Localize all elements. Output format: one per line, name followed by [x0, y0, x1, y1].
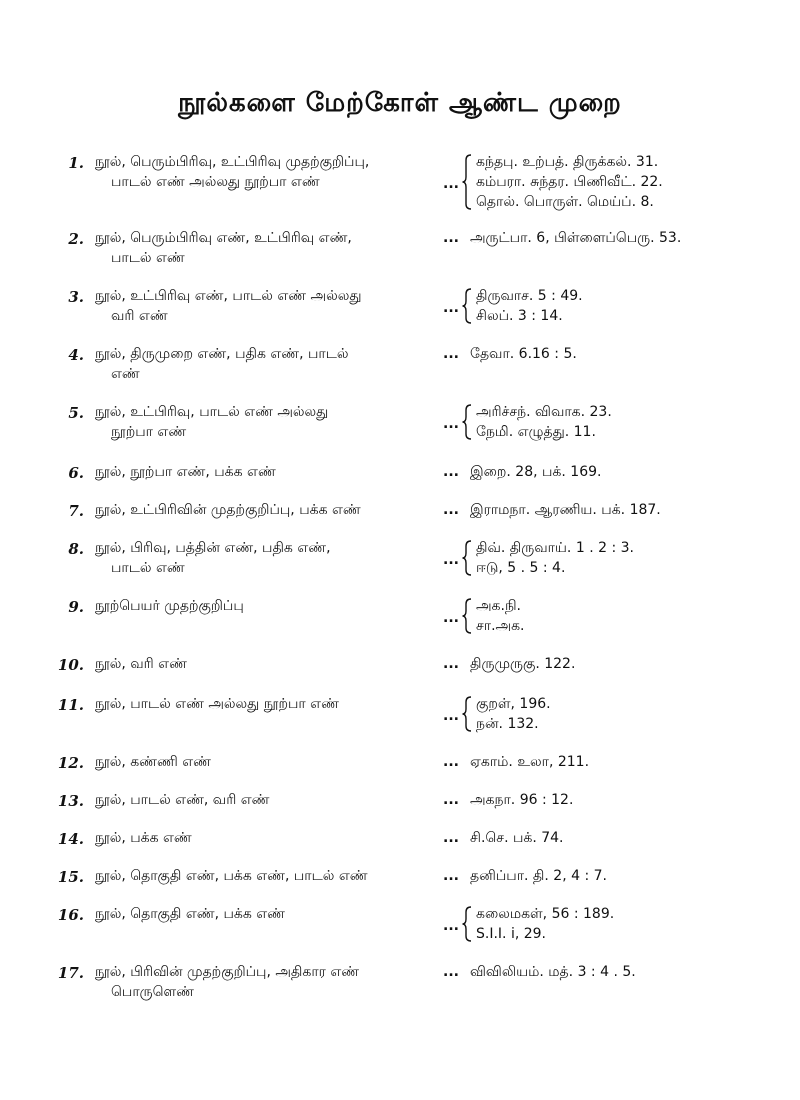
entry-number: 2.: [68, 230, 84, 248]
reference-line: சிலப். 3 : 14.: [476, 308, 563, 324]
leader-dots: ...: [443, 502, 459, 518]
entry-references: [476, 538, 776, 578]
entry-description: [95, 286, 435, 326]
entry-description: [95, 344, 435, 384]
entry-description: [95, 962, 435, 1002]
entry-references: [470, 344, 770, 364]
entry-references: [476, 694, 776, 734]
brace-icon: [462, 540, 472, 576]
description-line: நூல், பாடல் எண் அல்லது நூற்பா எண்: [95, 696, 339, 712]
reference-line: திருமுருகு. 122.: [470, 656, 576, 672]
description-line: நூல், பாடல் எண், வரி எண்: [95, 792, 270, 808]
description-line: நூற்பெயர் முதற்குறிப்பு: [95, 598, 244, 614]
reference-line: நேமி. எழுத்து. 11.: [476, 424, 596, 440]
brace-icon: [462, 696, 472, 732]
leader-dots: ...: [443, 300, 459, 316]
entry-description: [95, 596, 435, 616]
leader-dots: ...: [443, 230, 459, 246]
description-line: பொருளெண்: [111, 984, 194, 1000]
reference-line: தனிப்பா. தி. 2, 4 : 7.: [470, 868, 607, 884]
description-line: பாடல் எண்: [111, 560, 185, 576]
leader-dots: ...: [443, 346, 459, 362]
description-line: நூல், உட்பிரிவு, பாடல் எண் அல்லது: [95, 404, 329, 420]
entry-description: [95, 866, 435, 886]
leader-dots: ...: [443, 656, 459, 672]
description-line: நூல், தொகுதி எண், பக்க எண்: [95, 906, 285, 922]
reference-line: ஈடு, 5 . 5 : 4.: [476, 560, 566, 576]
entry-description: [95, 828, 435, 848]
entry-references: [470, 962, 770, 982]
entry-description: [95, 694, 435, 714]
entry-references: [470, 228, 770, 248]
reference-line: இராமநா. ஆரணிய. பக். 187.: [470, 502, 661, 518]
reference-line: அக.நி.: [476, 598, 522, 614]
reference-line: விவிலியம். மத். 3 : 4 . 5.: [470, 964, 636, 980]
brace-icon: [462, 404, 472, 440]
entry-description: [95, 654, 435, 674]
entry-references: [476, 596, 776, 636]
entry-description: [95, 152, 435, 192]
entry-description: [95, 228, 435, 268]
brace-icon: [462, 154, 472, 210]
reference-line: கம்பரா. சுந்தர. பிணிவீட். 22.: [476, 174, 663, 190]
entry-references: [470, 654, 770, 674]
entry-number: 4.: [68, 346, 84, 364]
description-line: பாடல் எண் அல்லது நூற்பா எண்: [111, 174, 320, 190]
reference-line: கந்தபு. உற்பத். திருக்கல். 31.: [476, 154, 659, 170]
leader-dots: ...: [443, 868, 459, 884]
reference-line: அருட்பா. 6, பிள்ளைப்பெரு. 53.: [470, 230, 682, 246]
entry-number: 10.: [57, 656, 84, 674]
reference-line: நன். 132.: [476, 716, 539, 732]
description-line: நூல், உட்பிரிவின் முதற்குறிப்பு, பக்க எண்: [95, 502, 361, 518]
reference-line: தொல். பொருள். மெய்ப். 8.: [476, 194, 654, 210]
entry-number: 7.: [68, 502, 84, 520]
description-line: நூல், பெரும்பிரிவு, உட்பிரிவு முதற்குறிப்பு,: [95, 154, 370, 170]
description-line: நூல், பிரிவு, பத்தின் எண், பதிக எண்,: [95, 540, 331, 556]
entry-references: [476, 152, 776, 212]
description-line: பாடல் எண்: [111, 250, 185, 266]
entry-references: [470, 790, 770, 810]
brace-icon: [462, 288, 472, 324]
entry-number: 17.: [57, 964, 84, 982]
leader-dots: ...: [443, 964, 459, 980]
description-line: நூல், கண்ணி எண்: [95, 754, 211, 770]
entry-number: 15.: [57, 868, 84, 886]
entry-number: 6.: [68, 464, 84, 482]
leader-dots: ...: [443, 708, 459, 724]
entry-number: 3.: [68, 288, 84, 306]
reference-line: அரிச்சந். விவாக. 23.: [476, 404, 612, 420]
brace-icon: [462, 906, 472, 942]
page-title: நூல்களை மேற்கோள் ஆண்ட முறை: [178, 88, 622, 118]
leader-dots: ...: [443, 176, 459, 192]
entry-references: [470, 462, 770, 482]
reference-line: சி.செ. பக். 74.: [470, 830, 564, 846]
entry-number: 12.: [57, 754, 84, 772]
leader-dots: ...: [443, 610, 459, 626]
description-line: எண்: [111, 366, 140, 382]
entry-references: [470, 752, 770, 772]
reference-line: தேவா. 6.16 : 5.: [470, 346, 577, 362]
reference-line: கலைமகள், 56 : 189.: [476, 906, 615, 922]
leader-dots: ...: [443, 830, 459, 846]
entry-references: [470, 828, 770, 848]
reference-line: ஏகாம். உலா, 211.: [470, 754, 590, 770]
entry-number: 16.: [57, 906, 84, 924]
entry-number: 9.: [68, 598, 84, 616]
entry-description: [95, 790, 435, 810]
reference-line: இறை. 28, பக். 169.: [470, 464, 602, 480]
description-line: நூல், பிரிவின் முதற்குறிப்பு, அதிகார எண்: [95, 964, 360, 980]
description-line: நூல், பக்க எண்: [95, 830, 192, 846]
reference-line: திருவாச. 5 : 49.: [476, 288, 583, 304]
entry-number: 1.: [68, 154, 84, 172]
leader-dots: ...: [443, 918, 459, 934]
reference-line: S.I.I. i, 29.: [476, 926, 546, 942]
entry-description: [95, 752, 435, 772]
entry-references: [476, 402, 776, 442]
reference-line: அகநா. 96 : 12.: [470, 792, 574, 808]
entry-references: [470, 500, 770, 520]
reference-line: குறள், 196.: [476, 696, 551, 712]
entry-description: [95, 402, 435, 442]
description-line: நூல், நூற்பா எண், பக்க எண்: [95, 464, 276, 480]
description-line: வரி எண்: [111, 308, 168, 324]
entry-number: 14.: [57, 830, 84, 848]
leader-dots: ...: [443, 464, 459, 480]
description-line: நூல், பெரும்பிரிவு எண், உட்பிரிவு எண்,: [95, 230, 352, 246]
entry-number: 11.: [57, 696, 84, 714]
reference-line: திவ். திருவாய். 1 . 2 : 3.: [476, 540, 634, 556]
description-line: நூல், உட்பிரிவு எண், பாடல் எண் அல்லது: [95, 288, 362, 304]
brace-icon: [462, 598, 472, 634]
entry-number: 5.: [68, 404, 84, 422]
leader-dots: ...: [443, 552, 459, 568]
leader-dots: ...: [443, 416, 459, 432]
entry-references: [476, 904, 776, 944]
leader-dots: ...: [443, 754, 459, 770]
entry-description: [95, 904, 435, 924]
entry-references: [470, 866, 770, 886]
entry-references: [476, 286, 776, 326]
leader-dots: ...: [443, 792, 459, 808]
entry-description: [95, 462, 435, 482]
entry-description: [95, 500, 435, 520]
description-line: நூல், வரி எண்: [95, 656, 187, 672]
reference-line: சா.அக.: [476, 618, 525, 634]
entry-number: 13.: [57, 792, 84, 810]
description-line: நூல், திருமுறை எண், பதிக எண், பாடல்: [95, 346, 349, 362]
description-line: நூற்பா எண்: [111, 424, 187, 440]
entry-number: 8.: [68, 540, 84, 558]
entry-description: [95, 538, 435, 578]
description-line: நூல், தொகுதி எண், பக்க எண், பாடல் எண்: [95, 868, 368, 884]
